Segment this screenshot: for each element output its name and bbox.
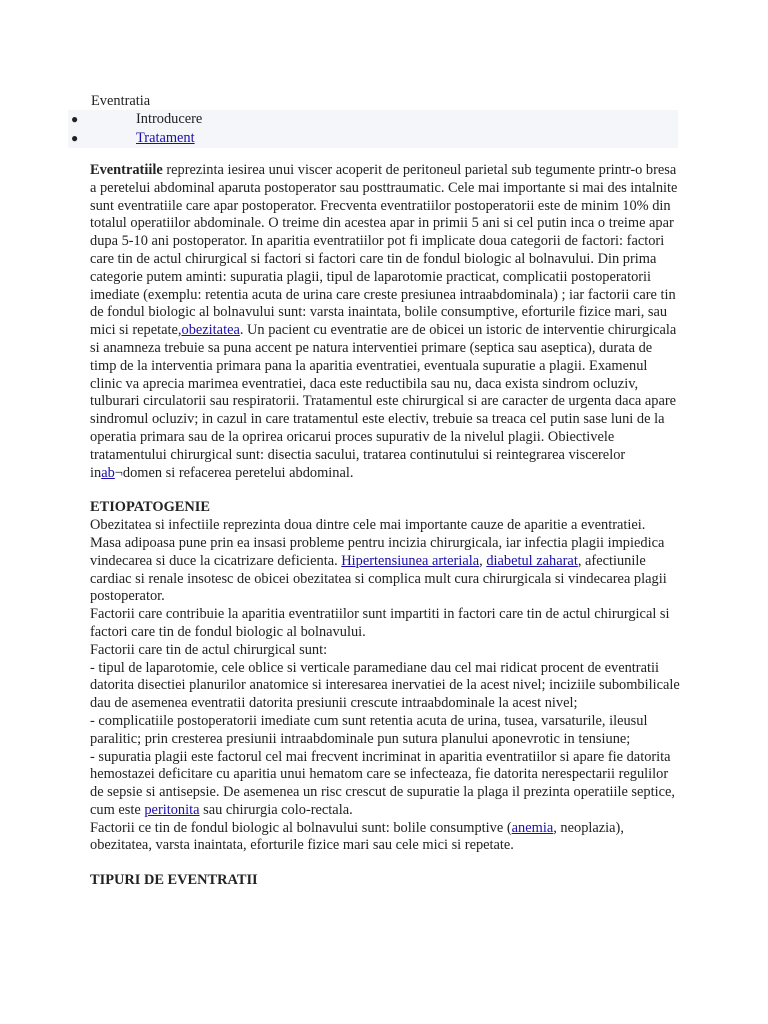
- link-anemia[interactable]: anemia: [511, 819, 554, 836]
- heading-etiopatogenie: ETIOPATOGENIE: [90, 499, 210, 516]
- etio-paragraph-4: - tipul de laparotomie, cele oblice si verticale paramediane dau cel mai ridicat procent de eventratii datorita disectiei planurilor anatomice si interesarea inervatiei de la acest nivel; inciziile subombilicale dau de asemenea eventratii datorita presiunii crescute intraabdominale la acest nivel;: [90, 659, 680, 712]
- link-obezitatea[interactable]: obezitatea: [181, 322, 240, 339]
- link-diabetul-zaharat[interactable]: diabetul zaharat: [486, 552, 578, 569]
- etio-text-1a: Obezitatea si infectiile reprezinta doua dintre cele mai importante cauze de aparitie a eventratiei. Masa adipoasa pune prin ea insasi probleme pentru incizia chirurgicala, iar infectia plagii impiedica vindecarea si duce la cicatrizare deficienta.: [90, 517, 665, 569]
- toc-item-introducere[interactable]: [68, 110, 678, 129]
- etio-text-7a: Factorii ce tin de fondul biologic al bolnavului sunt: bolile consumptive (: [90, 819, 512, 836]
- etio-paragraph-6: [90, 749, 680, 820]
- etio-paragraph-7: [90, 820, 680, 856]
- toc-item-label: Introducere: [136, 111, 203, 127]
- toc-link-tratament[interactable]: Tratament: [136, 130, 195, 146]
- intro-paragraph: [90, 162, 680, 482]
- table-of-contents: [68, 110, 678, 148]
- article-body: [90, 162, 680, 890]
- link-peritonita[interactable]: peritonita: [144, 801, 200, 818]
- etio-paragraph-5: - complicatiile postoperatorii imediate cum sunt retentia acuta de urina, tusea, varsaturile, ileusul paralitic; prin cresterea presiunii intraabdominale pun sutura planului aponevrotic in tensiune;: [90, 712, 648, 747]
- etio-text-1b: , afectiunile cardiac si renale insotesc de obicei obezitatea si complica mult cura chirurgicala si vindecarea plagii postoperator.: [90, 552, 667, 605]
- intro-text-2: . Un pacient cu eventratie are de obicei un istoric de interventie chirurgicala si anamneza trebuie sa puna accent pe natura interventiei primare (septica sau aseptica), durata de timp de la interventia primara pana la aparitia eventratiei, eventuala supuratie a plagii. Examenul clinic va aprecia marimea eventratiei, daca este reductibila sau nu, daca exista sindrom ocluziv, tulburari circulatorii sau respiratorii. Tratamentul este chirurgical si are caracter de urgenta daca apare sindromul ocluziv; in cazul in care tratamentul este electiv, trebuie sa treaca cel putin sase luni de la operatia primara sau de la oprirea oricarui proces supurativ de la nivelul plagii. Obiectivele tratamentului chirurgical sunt: disectia sacului, tratarea continutului si reintegrarea viscerelor in: [90, 322, 677, 481]
- toc-item-tratament[interactable]: [68, 129, 678, 148]
- bullet-icon: ●: [71, 112, 79, 126]
- bullet-icon: ●: [71, 131, 79, 145]
- intro-text-1: reprezinta iesirea unui viscer acoperit de peritoneul parietal sub tegumente printr-o bresa a peretelui abdominal aparuta postoperator sau posttraumatic. Cele mai importante si mai des intalnite sunt eventratiile care apar postoperator. Frecventa eventratiilor postoperatorii este de minim 10% din totalul operatiilor abdominale. O treime din acestea apar in primii 5 ani si cel putin inca o treime apar dupa 5-10 ani postoperator. In aparitia eventratiilor pot fi implicate doua categorii de factori: factori care tin de actul chirurgical si factori si factori care tin de fondul biologic al bolnavului. Din prima categorie putem aminti: supuratia plagii, tipul de laparotomie practicat, complicatii postoperatorii imediate (exemplu: retentia acuta de urina care creste presiunea intraabdominala) ; iar factorii care tin de fondul biologic al bolnavului sunt: varsta inaintata, bolile consumptive, eforturile fizice mari, sau mici si repetate,: [90, 162, 678, 339]
- intro-text-3: ¬domen si refacerea peretelui abdominal.: [114, 464, 354, 481]
- document-title: Eventratia: [91, 93, 151, 109]
- etio-text-6a: - supuratia plagii este factorul cel mai frecvent incriminat in aparitia eventratiilor si apare fie datorita hemostazei deficitare cu aparitia unui hematom care se infecteaza, fie datorita nerespectarii regulilor de sepsie si antisepsie. De asemenea un risc crescut de supuratie la plaga il prezinta operatiile septice, cum este: [90, 748, 675, 818]
- link-hipertensiunea-arteriala[interactable]: Hipertensiunea arteriala: [341, 552, 480, 569]
- etio-text-6b: sau chirurgia colo-rectala.: [199, 801, 353, 818]
- etio-paragraph-1: [90, 517, 680, 606]
- link-ab[interactable]: ab: [101, 464, 115, 481]
- etio-paragraph-2: Factorii care contribuie la aparitia eventratiilor sunt impartiti in factori care tin de actul chirurgical si factori care tin de fondul biologic al bolnavului.: [90, 606, 670, 640]
- intro-bold-term: Eventratiile: [90, 162, 163, 178]
- etio-separator: ,: [479, 552, 487, 569]
- etio-text-7b: , neoplazia), obezitatea, varsta inaintata, eforturile fizice mari sau cele mici si repetate.: [90, 819, 624, 854]
- heading-tipuri-de-eventratii: TIPURI DE EVENTRATII: [90, 872, 258, 889]
- etio-paragraph-3: Factorii care tin de actul chirurgical sunt:: [90, 641, 328, 658]
